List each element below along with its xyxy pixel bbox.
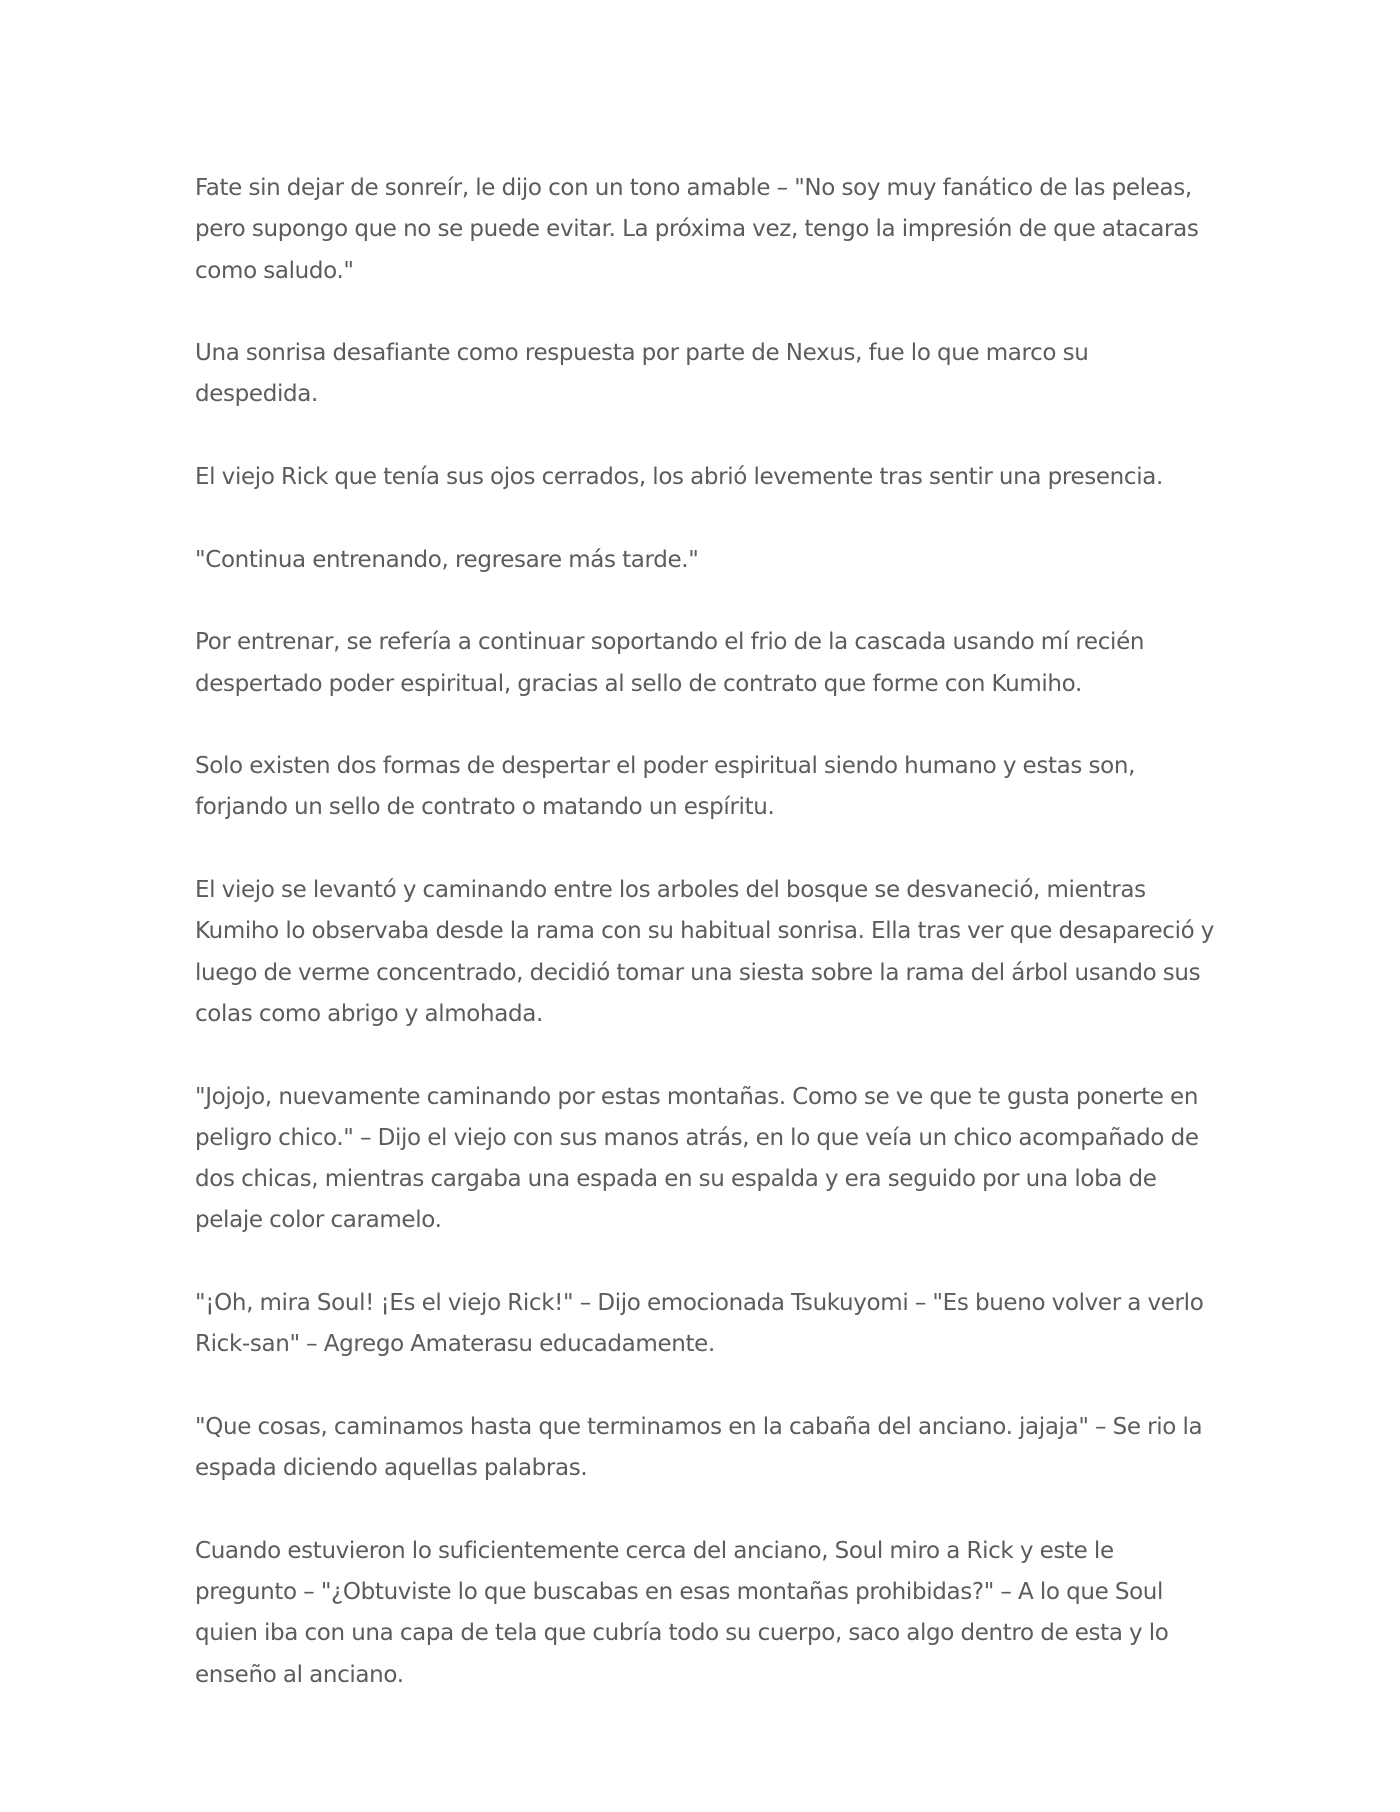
- paragraph-8: "Jojojo, nuevamente caminando por estas montañas. Como se ve que te gusta ponerte en peligro chico." – Dijo el viejo con sus manos atrás, en lo que veía un chico acompañado de dos chicas, mientras cargaba una espada en su espalda y era seguido por una loba de pelaje color caramelo.: [195, 1083, 1199, 1234]
- paragraph-1: Fate sin dejar de sonreír, le dijo con un tono amable – "No soy muy fanático de las peleas, pero supongo que no se puede evitar. La próxima vez, tengo la impresión de que atacaras como saludo.": [195, 175, 1199, 284]
- paragraph-6: Solo existen dos formas de despertar el poder espiritual siendo humano y estas son, forjando un sello de contrato o matando un espíritu.: [195, 753, 1136, 821]
- paragraph-11: Cuando estuvieron lo suficientemente cerca del anciano, Soul miro a Rick y este le pregunto – "¿Obtuviste lo que buscabas en esas montañas prohibidas?" – A lo que Soul quien iba con una capa de tela que cubría todo su cuerpo, saco algo dentro de esta y lo enseño al anciano.: [195, 1537, 1169, 1688]
- paragraph-9: "¡Oh, mira Soul! ¡Es el viejo Rick!" – Dijo emocionada Tsukuyomi – "Es bueno volver a verlo Rick-san" – Agrego Amaterasu educadamente.: [195, 1290, 1204, 1358]
- paragraph-2: Una sonrisa desafiante como respuesta por parte de Nexus, fue lo que marco su despedida.: [195, 340, 1089, 408]
- paragraph-4: "Continua entrenando, regresare más tarde.": [195, 546, 699, 573]
- paragraph-7: El viejo se levantó y caminando entre los arboles del bosque se desvaneció, mientras Kumiho lo observaba desde la rama con su habitual sonrisa. Ella tras ver que desapareció y luego de verme concentrado, decidió tomar una siesta sobre la rama del árbol usando sus colas como abrigo y almohada.: [195, 877, 1215, 1027]
- document-body: [195, 168, 1215, 1737]
- paragraph-10: "Que cosas, caminamos hasta que terminamos en la cabaña del anciano. jajaja" – Se rio la espada diciendo aquellas palabras.: [195, 1413, 1203, 1482]
- paragraph-5: Por entrenar, se refería a continuar soportando el frio de la cascada usando mí recién despertado poder espiritual, gracias al sello de contrato que forme con Kumiho.: [195, 629, 1145, 697]
- paragraph-3: El viejo Rick que tenía sus ojos cerrados, los abrió levemente tras sentir una presencia.: [195, 464, 1163, 491]
